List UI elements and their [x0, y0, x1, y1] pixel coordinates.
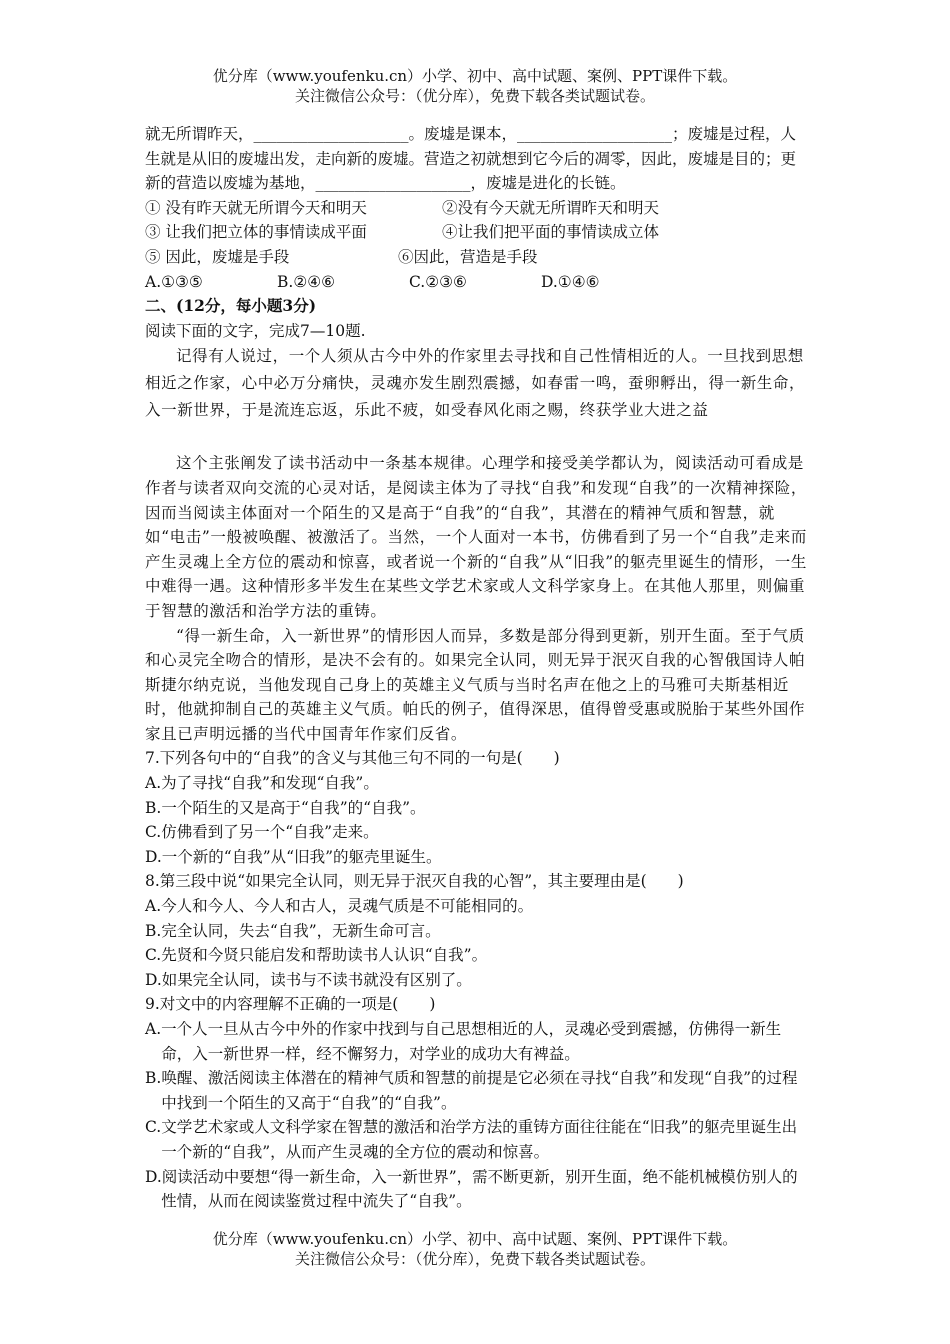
q6-answer-b: B.②④⑥: [277, 272, 336, 291]
q7-option-d: D.一个新的“自我”从“旧我”的躯壳里诞生。: [145, 847, 442, 866]
q8-option-c: C.先贤和今贤只能启发和帮助读书人认识“自我”。: [145, 946, 488, 965]
q6-option-5: ⑤ 因此，废墟是手段: [145, 247, 290, 266]
q9-option-a: A.一个人一旦从古今中外的作家中找到与自己思想相近的人，灵魂必受到震撼，仿佛得一新生命，入一新世界一样，经不懈努力，对学业的成功大有裨益。: [145, 1020, 782, 1063]
passage-paragraph-1: 记得有人说过，一个人须从古今中外的作家里去寻找和自己性情相近的人。一旦找到思想相近之作家，心中必万分痛快，灵魂亦发生剧烈震撼，如春雷一鸣，蚕卵孵出，得一新生命，入一新世界，于是流连忘返，乐此不疲，如受春风化雨之赐，终获学业大进之益: [145, 347, 806, 420]
q7-stem: 7.下列各句中的“自我”的含义与其他三句不同的一句是( ): [145, 749, 560, 768]
paragraph-gap: [145, 424, 810, 451]
q6-answers: [145, 270, 810, 295]
q9-option-d: D.阅读活动中要想“得一新生命，入一新世界”，需不断更新，别开生面，绝不能机械模仿别人的性情，从而在阅读鉴赏过程中流失了“自我”。: [145, 1167, 798, 1211]
q9-stem: 9.对文中的内容理解不正确的一项是( ): [145, 995, 436, 1014]
q6-option-3: ③ 让我们把立体的事情读成平面: [145, 223, 367, 242]
q7-option-a: A.为了寻找“自我”和发现“自我”。: [145, 774, 379, 793]
section-2-title: 二、(12分，每小题3分): [145, 296, 317, 316]
footer-line-2: 关注微信公众号：（优分库），免费下载各类试题试卷。: [294, 1250, 655, 1268]
q6-option-4: ④让我们把平面的事情读成立体: [442, 223, 660, 242]
q6-options-row-1: [145, 196, 810, 221]
q6-option-2: ②没有今天就无所谓昨天和明天: [442, 198, 660, 217]
header-line-2: 关注微信公众号：（优分库），免费下载各类试题试卷。: [294, 87, 655, 105]
header-line-1: 优分库（www.youfenku.cn）小学、初中、高中试题、案例、PPT课件下载。: [212, 67, 738, 85]
section-2-instruction: 阅读下面的文字，完成7—10题.: [145, 321, 366, 340]
q8-option-a: A.今人和今人、今人和古人，灵魂气质是不可能相同的。: [145, 897, 534, 916]
page-footer: [0, 1229, 950, 1269]
q6-answer-d: D.①④⑥: [541, 272, 600, 291]
q9-option-c: C.文学艺术家或人文科学家在智慧的激活和治学方法的重铸方面往往能在“旧我”的躯壳里诞生出一个新的“自我”，从而产生灵魂的全方位的震动和惊喜。: [145, 1118, 798, 1161]
q9-option-b: B.唤醒、激活阅读主体潜在的精神气质和智慧的前提是它必须在寻找“自我”和发现“自我”的过程中找到一个陌生的又高于“自我”的“自我”。: [145, 1069, 798, 1112]
q6-answer-a: A.①③⑤: [145, 272, 203, 291]
q6-stem: 就无所谓昨天，____________________。废墟是课本，____________________；废墟是过程，人生就是从旧的废墟出发，走向新的废墟。营造之初就想到它今后的凋零，因此，废墟是目的；更新的营造以废墟为基地，____________________，废墟是进化的长链。: [145, 125, 797, 193]
q6-option-6: ⑥因此，营造是手段: [398, 247, 538, 266]
q8-stem: 8.第三段中说“如果完全认同，则无异于泯灭自我的心智”，其主要理由是( ): [145, 872, 684, 891]
q7-option-c: C.仿佛看到了另一个“自我”走来。: [145, 823, 379, 842]
q8-option-d: D.如果完全认同，读书与不读书就没有区别了。: [145, 970, 472, 989]
footer-line-1: 优分库（www.youfenku.cn）小学、初中、高中试题、案例、PPT课件下载。: [212, 1230, 738, 1248]
page-header: [0, 66, 950, 106]
document-body: [145, 122, 810, 1214]
q6-option-1: ① 没有昨天就无所谓今天和明天: [145, 198, 367, 217]
q6-options-row-2: [145, 220, 810, 245]
q6-options-row-3: [145, 245, 810, 270]
passage-paragraph-3: “得一新生命，入一新世界”的情形因人而异，多数是部分得到更新，别开生面。至于气质和心灵完全吻合的情形，是决不会有的。如果完全认同，则无异于泯灭自我的心智俄国诗人帕斯捷尔纳克说，当他发现自己身上的英雄主义气质与当时名声在他之上的马雅可夫斯基相近时，他就抑制自己的英雄主义气质。帕氏的例子，值得深思，值得曾受惠或脱胎于某些外国作家且已声明远播的当代中国青年作家们反省。: [145, 626, 806, 743]
passage-paragraph-2: 这个主张阐发了读书活动中一条基本规律。心理学和接受美学都认为，阅读活动可看成是作者与读者双向交流的心灵对话，是阅读主体为了寻找“自我”和发现“自我”的一次精神探险，因而当阅读主体面对一个陌生的又是高于“自我”的“自我”，其潜在的精神气质和智慧，就如“电击”一般被唤醒、被激活了。当然，一个人面对一本书，仿佛看到了另一个“自我”走来而产生灵魂上全方位的震动和惊喜，或者说一个新的“自我”从“旧我”的躯壳里诞生的情形，一生中难得一遇。这种情形多半发生在某些文学艺术家或人文科学家身上。在其他人那里，则偏重于智慧的激活和治学方法的重铸。: [145, 454, 807, 620]
q7-option-b: B.一个陌生的又是高于“自我”的“自我”。: [145, 798, 426, 817]
q8-option-b: B.完全认同，失去“自我”，无新生命可言。: [145, 921, 441, 940]
q6-answer-c: C.②③⑥: [409, 272, 467, 291]
